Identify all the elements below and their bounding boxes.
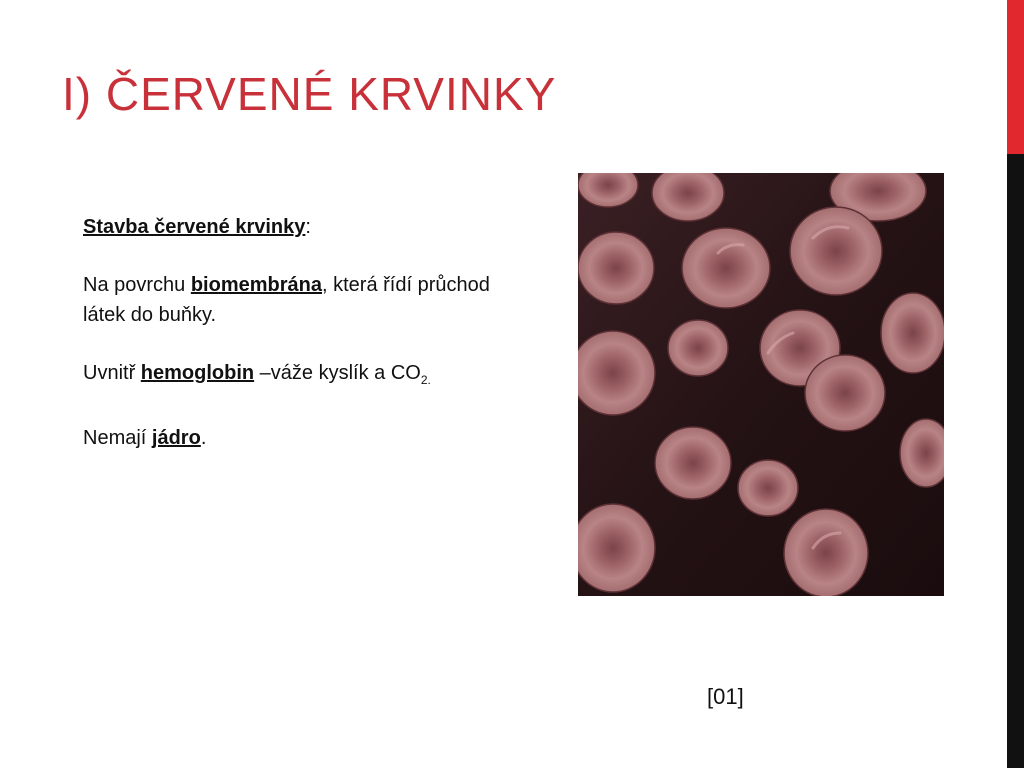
nucleus-paragraph: Nemají jádro. (83, 427, 207, 449)
accent-bar-black (1007, 154, 1024, 768)
image-citation: [01] (707, 684, 744, 709)
heading-bold: Stavba červené krvinky (83, 216, 306, 238)
term-biomembrana: biomembrána (190, 274, 322, 296)
accent-bar-red (1007, 0, 1024, 154)
slide-title: I) ČERVENÉ KRVINKY (62, 68, 557, 120)
hemoglobin-paragraph: Uvnitř hemoglobin –váže kyslík a $CO_{2.}$ (83, 362, 431, 387)
term-hemoglobin: hemoglobin (140, 362, 255, 384)
term-jadro: jádro (151, 427, 201, 449)
red-blood-cells-photo (578, 173, 944, 596)
content-text (83, 212, 493, 481)
membrane-paragraph: Na povrchu biomembrána, která řídí průchod látek do buňky. (83, 274, 490, 326)
structure-heading: Stavba červené krvinky: (83, 216, 311, 238)
